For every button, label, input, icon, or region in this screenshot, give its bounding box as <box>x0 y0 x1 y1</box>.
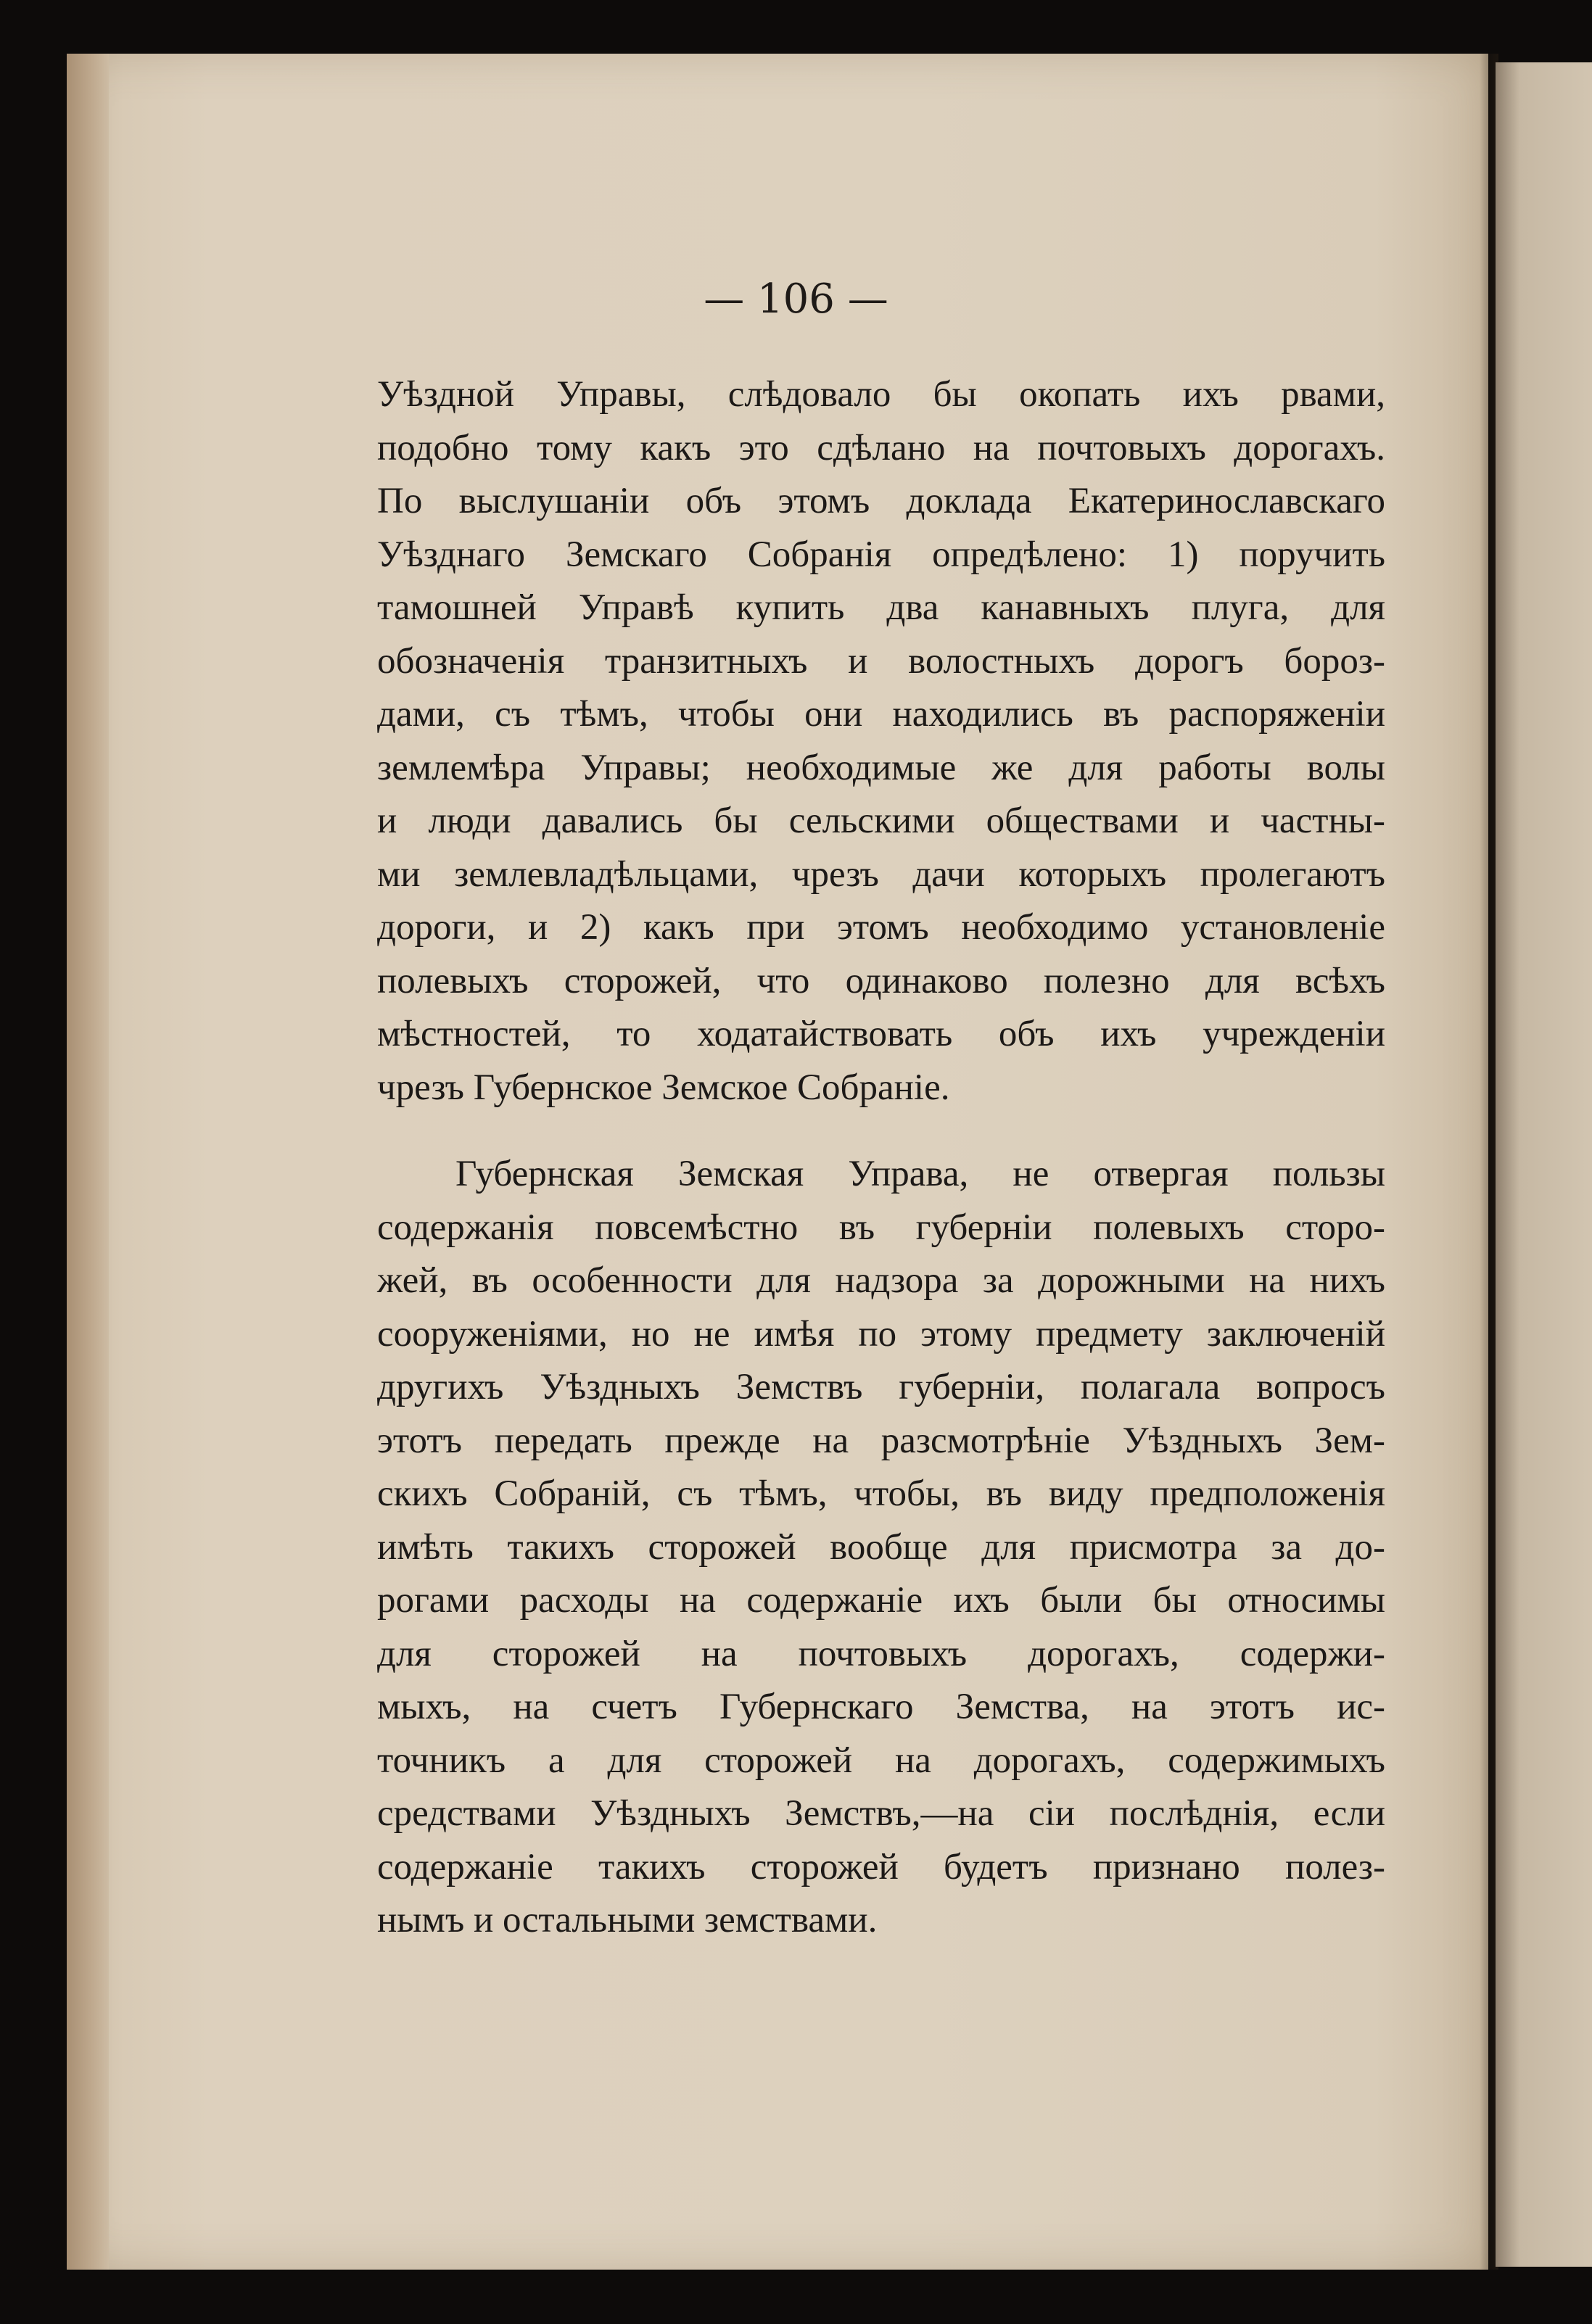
text-line: жей, въ особенности для надзора за дорожными на нихъ <box>377 1260 1385 1301</box>
text-line: точникъ а для сторожей на дорогахъ, содержимыхъ <box>377 1740 1385 1781</box>
text-line: дороги, и 2) какъ при этомъ необходимо установленіе <box>377 907 1385 948</box>
paragraph-1 <box>377 368 1385 1115</box>
page-edge-left <box>67 54 109 2270</box>
text-line: содержанія повсемѣстно въ губерніи полевыхъ сторо- <box>377 1207 1385 1248</box>
page-number: — 106 — <box>704 276 888 323</box>
text-line: мыхъ, на счетъ Губернскаго Земства, на этотъ ис- <box>377 1687 1385 1727</box>
text-line: и люди давались бы сельскими обществами и частны- <box>377 801 1385 841</box>
text-line: нымъ и остальными земствами. <box>377 1900 878 1940</box>
text-line: Губернская Земская Управа, не отвергая пользы <box>455 1154 1385 1194</box>
text-line: рогами расходы на содержаніе ихъ были бы относимы <box>377 1580 1385 1621</box>
paragraph-gap <box>377 1115 1385 1148</box>
text-line: землемѣра Управы; необходимые же для работы волы <box>377 747 1385 788</box>
text-line: обозначенія транзитныхъ и волостныхъ дорогъ бороз- <box>377 640 1385 682</box>
body-text <box>377 368 1385 1948</box>
text-line: полевыхъ сторожей, что одинаково полезно для всѣхъ <box>377 960 1385 1001</box>
text-line: этотъ передать прежде на разсмотрѣніе Уѣздныхъ Зем- <box>377 1420 1385 1461</box>
facing-page-edge <box>1496 62 1592 2267</box>
text-line: По выслушаніи объ этомъ доклада Екатеринославскаго <box>377 481 1385 521</box>
paragraph-2 <box>377 1148 1385 1948</box>
text-line: другихъ Уѣздныхъ Земствъ губерніи, полагала вопросъ <box>377 1367 1385 1407</box>
text-line: содержаніе такихъ сторожей будетъ признано полез- <box>377 1846 1385 1887</box>
text-line: мѣстностей, то ходатайствовать объ ихъ учрежденіи <box>377 1014 1385 1054</box>
text-line: имѣть такихъ сторожей вообще для присмотра за до- <box>377 1526 1385 1568</box>
text-line: сооруженіями, но не имѣя по этому предмету заключеній <box>377 1313 1385 1355</box>
text-line: ми землевладѣльцами, чрезъ дачи которыхъ пролегаютъ <box>377 853 1385 895</box>
text-line: средствами Уѣздныхъ Земствъ,—на сіи послѣднія, если <box>377 1793 1385 1834</box>
text-line: тамошней Управѣ купить два канавныхъ плуга, для <box>377 587 1385 628</box>
text-line: Уѣзднаго Земскаго Собранія опредѣлено: 1) поручить <box>377 534 1385 575</box>
text-line: для сторожей на почтовыхъ дорогахъ, содержи- <box>377 1633 1385 1674</box>
text-line: чрезъ Губернское Земское Собраніе. <box>377 1067 950 1108</box>
text-line: дами, съ тѣмъ, чтобы они находились въ распоряженіи <box>377 694 1385 735</box>
text-line: подобно тому какъ это сдѣлано на почтовыхъ дорогахъ. <box>377 427 1385 468</box>
text-line: скихъ Собраній, съ тѣмъ, чтобы, въ виду предположенія <box>377 1473 1385 1514</box>
text-line: Уѣздной Управы, слѣдовало бы окопать ихъ рвами, <box>377 374 1385 415</box>
